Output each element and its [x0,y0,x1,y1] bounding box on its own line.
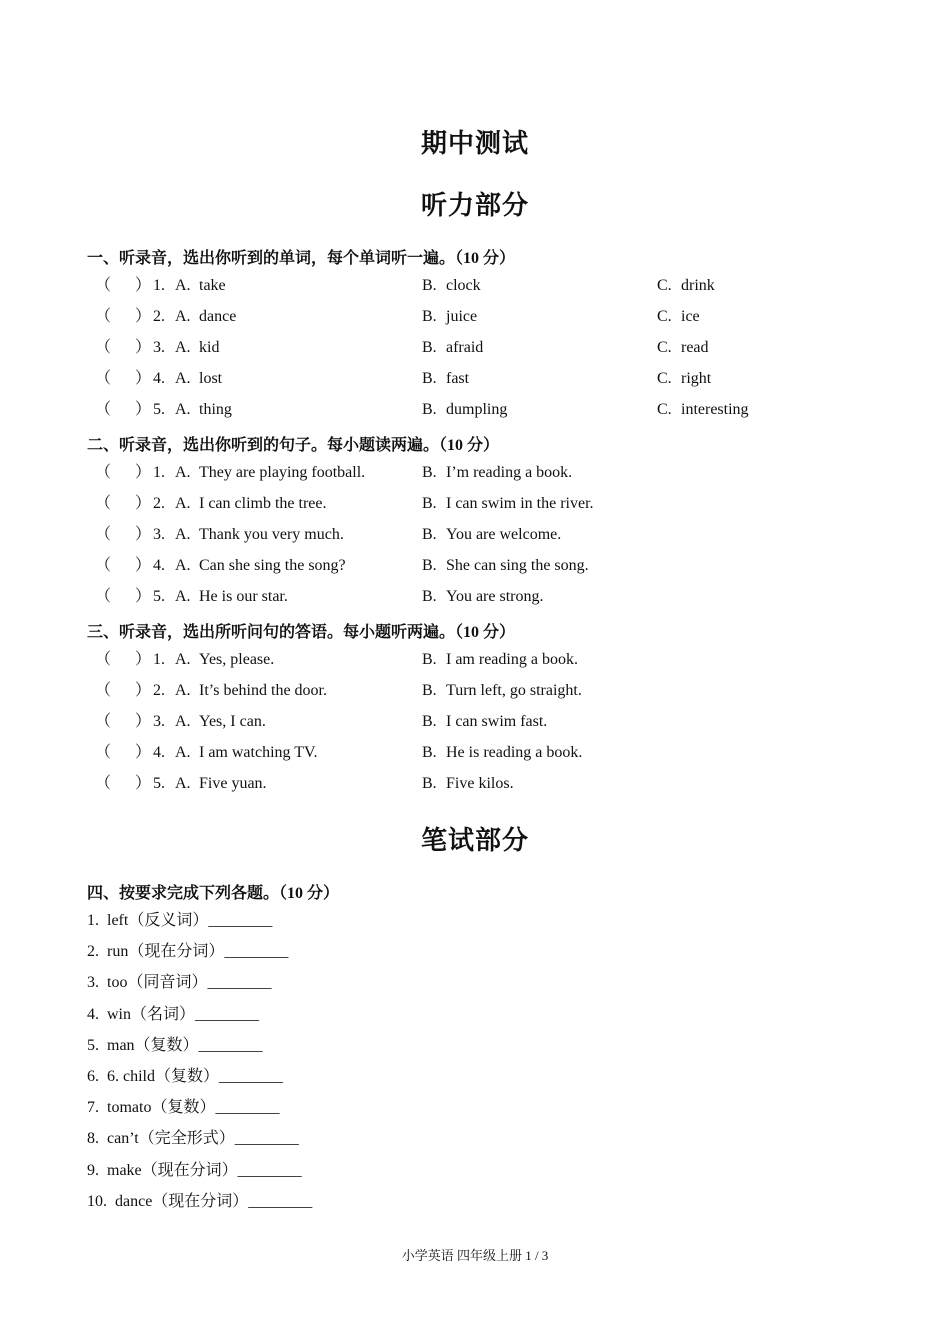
option-label: B. [422,713,437,730]
question-number: 1. [153,464,165,481]
option-label: A. [175,775,191,792]
paren-close: ） [135,682,152,699]
option-label: A. [175,682,191,699]
option-text: He is reading a book. [446,744,583,761]
paren-close: ） [135,557,152,574]
page-footer: 小学英语 四年级上册 1 / 3 [401,1248,549,1263]
question-number: 5. [153,401,165,418]
option-label: B. [422,401,437,418]
option-text: Turn left, go straight. [446,682,582,699]
answer-blank[interactable] [95,585,152,609]
section3-question-row [87,772,867,796]
answer-blank[interactable] [95,336,152,360]
option-text: Thank you very much. [199,526,344,543]
section2-question-row [87,492,867,516]
section4-item[interactable]: 3. too（同音词）________ [87,974,272,992]
paren-close: ） [135,464,152,481]
paren-open: （ [95,526,112,543]
option-label: B. [422,682,437,699]
answer-blank[interactable] [95,648,152,672]
option-label: C. [657,339,672,356]
option-b [422,398,507,422]
question-number: 3. [153,526,165,543]
option-label: C. [657,277,672,294]
option-a [175,585,288,609]
option-text: He is our star. [199,588,288,605]
listening-title: 听力部分 [420,191,529,220]
option-a [175,305,236,329]
option-text: You are welcome. [446,526,562,543]
option-label: B. [422,651,437,668]
question-number: 4. [153,370,165,387]
option-label: A. [175,651,191,668]
section3-question-row [87,679,867,703]
option-b [422,492,594,516]
option-text: Five yuan. [199,775,267,792]
option-label: B. [422,526,437,543]
option-label: B. [422,370,437,387]
section3-question-row [87,741,867,765]
paren-open: （ [95,401,112,418]
option-b [422,710,547,734]
question-number: 3. [153,339,165,356]
option-text: Five kilos. [446,775,514,792]
option-label: B. [422,339,437,356]
question-number: 2. [153,308,165,325]
option-label: C. [657,401,672,418]
option-b [422,523,561,547]
option-text: I can swim in the river. [446,495,594,512]
section4-item[interactable]: 9. make（现在分词）________ [87,1161,302,1179]
option-a [175,336,219,360]
question-number: 4. [153,557,165,574]
option-b [422,274,481,298]
option-label: A. [175,557,191,574]
paren-close: ） [135,339,152,356]
paren-open: （ [95,277,112,294]
answer-blank[interactable] [95,461,152,485]
option-a [175,741,318,765]
paren-close: ） [135,744,152,761]
option-text: It’s behind the door. [199,682,327,699]
option-text: read [681,339,709,356]
paren-close: ） [135,713,152,730]
question-number: 4. [153,744,165,761]
option-label: B. [422,464,437,481]
section4-item[interactable]: 2. run（现在分词）________ [87,943,289,961]
question-number: 2. [153,495,165,512]
paren-open: （ [95,370,112,387]
paren-close: ） [135,526,152,543]
paren-open: （ [95,464,112,481]
option-a [175,710,266,734]
paren-open: （ [95,775,112,792]
page-title: 期中测试 [420,129,529,158]
option-label: A. [175,277,191,294]
option-text: drink [681,277,715,294]
option-b [422,585,543,609]
question-number: 1. [153,277,165,294]
paren-close: ） [135,495,152,512]
option-c [657,398,749,422]
option-label: A. [175,588,191,605]
answer-blank[interactable] [95,398,152,422]
option-b [422,461,572,485]
section1-question-row [87,398,867,422]
option-label: A. [175,744,191,761]
option-b [422,679,582,703]
option-c [657,336,709,360]
option-b [422,772,514,796]
option-c [657,274,715,298]
option-a [175,523,344,547]
section3-question-row [87,710,867,734]
section4-item[interactable]: 6. 6. child（复数）________ [87,1068,283,1085]
option-a [175,554,346,578]
option-label: C. [657,308,672,325]
option-text: Can she sing the song? [199,557,346,574]
section2-question-row [87,461,867,485]
paren-open: （ [95,495,112,512]
answer-blank[interactable] [95,710,152,734]
option-label: B. [422,557,437,574]
option-label: B. [422,495,437,512]
paren-open: （ [95,682,112,699]
option-b [422,741,582,765]
option-text: interesting [681,401,749,418]
option-text: I can swim fast. [446,713,548,730]
paren-open: （ [95,651,112,668]
answer-blank[interactable] [95,679,152,703]
option-text: Yes, I can. [199,713,266,730]
option-text: I can climb the tree. [199,495,327,512]
option-b [422,648,578,672]
paren-close: ） [135,651,152,668]
section2-heading: 二、听录音，选出你听到的句子。每小题读两遍。（10 分） [87,437,500,454]
paren-close: ） [135,370,152,387]
answer-blank[interactable] [95,523,152,547]
question-number: 1. [153,651,165,668]
paren-open: （ [95,557,112,574]
section4-item[interactable]: 1. left（反义词）________ [87,912,273,929]
answer-blank[interactable] [95,367,152,391]
section1-question-row [87,305,867,329]
section1-question-row [87,367,867,391]
paren-open: （ [95,713,112,730]
section1-heading: 一、听录音，选出你听到的单词，每个单词听一遍。（10 分） [87,250,516,267]
writing-title: 笔试部分 [420,826,529,855]
option-text: lost [199,370,223,387]
option-text: kid [199,339,220,356]
section4-heading: 四、按要求完成下列各题。（10 分） [87,885,340,902]
option-c [657,305,700,329]
section3-question-row [87,648,867,672]
question-number: 3. [153,713,165,730]
section3-heading: 三、听录音，选出所听问句的答语。每小题听两遍。（10 分） [87,624,516,641]
option-b [422,336,483,360]
section4-item[interactable]: 5. man（复数）________ [87,1036,263,1054]
option-c [657,367,711,391]
paren-open: （ [95,588,112,605]
paren-open: （ [95,744,112,761]
section4-item[interactable]: 8. can’t（完全形式）________ [87,1130,299,1148]
option-text: right [681,370,712,387]
paren-close: ） [135,308,152,325]
answer-blank[interactable] [95,741,152,765]
option-text: dance [199,308,237,325]
paren-open: （ [95,308,112,325]
section1-question-row [87,336,867,360]
option-text: afraid [446,339,484,356]
option-text: ice [681,308,700,325]
option-b [422,367,469,391]
option-text: I am reading a book. [446,651,578,668]
option-text: You are strong. [446,588,544,605]
option-label: A. [175,401,191,418]
paren-close: ） [135,277,152,294]
option-label: B. [422,775,437,792]
option-label: A. [175,339,191,356]
option-a [175,461,365,485]
answer-blank[interactable] [95,274,152,298]
section4-item[interactable]: 4. win（名词）________ [87,1005,260,1023]
option-label: B. [422,277,437,294]
option-text: juice [446,308,478,325]
answer-blank[interactable] [95,554,152,578]
option-a [175,648,274,672]
option-b [422,554,589,578]
option-a [175,492,327,516]
option-a [175,398,232,422]
option-label: A. [175,308,191,325]
option-label: A. [175,464,191,481]
section2-question-row [87,523,867,547]
option-label: B. [422,588,437,605]
option-text: Yes, please. [199,651,275,668]
option-text: take [199,277,226,294]
option-a [175,367,222,391]
section4-item[interactable]: 7. tomato（复数）________ [87,1099,280,1117]
option-label: A. [175,495,191,512]
option-label: B. [422,744,437,761]
option-a [175,274,226,298]
option-text: I’m reading a book. [446,464,573,481]
paren-close: ） [135,401,152,418]
option-a [175,772,267,796]
question-number: 5. [153,775,165,792]
option-text: fast [446,370,470,387]
option-text: I am watching TV. [199,744,318,761]
answer-blank[interactable] [95,305,152,329]
option-a [175,679,327,703]
paren-close: ） [135,775,152,792]
option-text: They are playing football. [199,464,366,481]
option-label: A. [175,526,191,543]
question-number: 2. [153,682,165,699]
option-b [422,305,477,329]
option-label: A. [175,370,191,387]
question-number: 5. [153,588,165,605]
paren-open: （ [95,339,112,356]
option-label: B. [422,308,437,325]
paren-close: ） [135,588,152,605]
option-text: thing [199,401,232,418]
section1-question-row [87,274,867,298]
option-text: dumpling [446,401,508,418]
option-text: She can sing the song. [446,557,589,574]
option-label: C. [657,370,672,387]
section2-question-row [87,585,867,609]
option-label: A. [175,713,191,730]
section4-item[interactable]: 10. dance（现在分词）________ [87,1192,313,1210]
section2-question-row [87,554,867,578]
answer-blank[interactable] [95,492,152,516]
answer-blank[interactable] [95,772,152,796]
option-text: clock [446,277,481,294]
